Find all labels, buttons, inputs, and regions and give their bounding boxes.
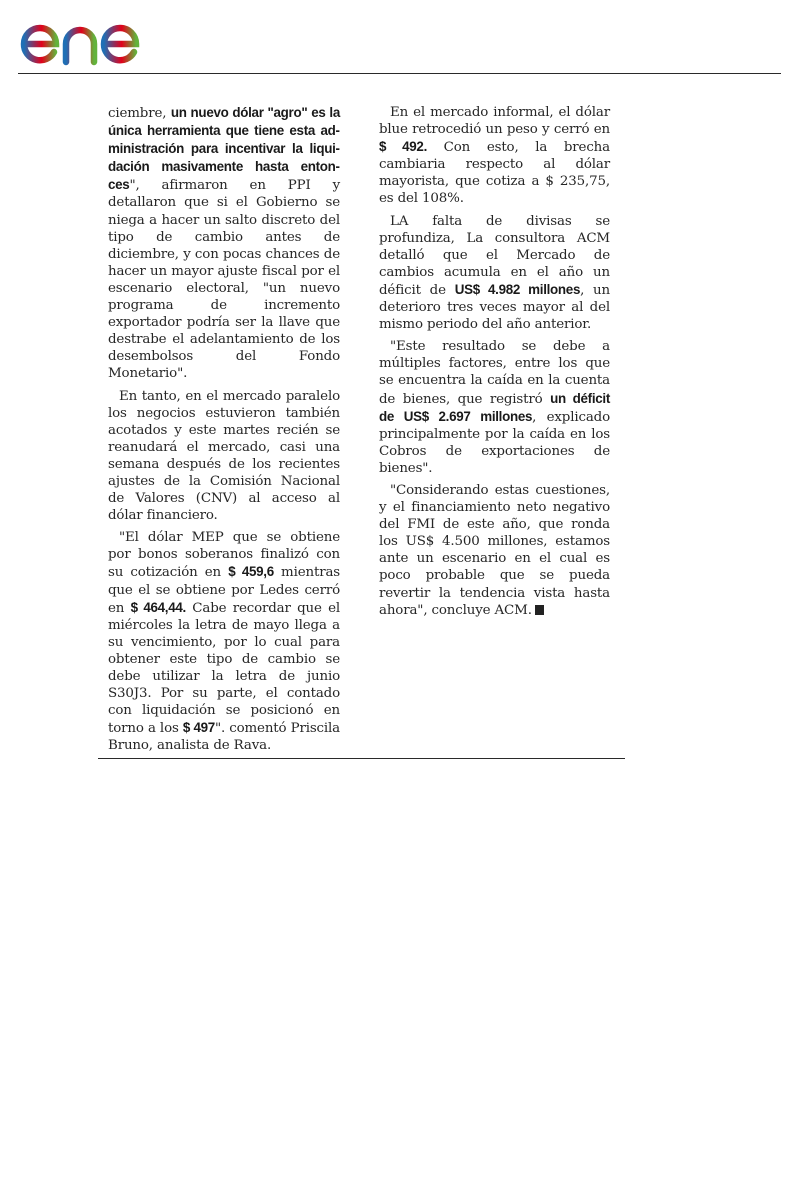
article-paragraph: [108, 529, 340, 754]
article-paragraph: [379, 213, 610, 334]
body-text: ", afirmaron en PPI y detallaron que si el Gobierno se niega a hacer un salto discreto del tipo de cambio antes de diciembre, y con pocas chances de hacer un mayor ajuste fiscal por el escenario electoral, "un nuevo programa de incremento exportador podría ser la llave que destrabe el adelantamiento de los desembolsos del Fondo Monetario".: [108, 178, 340, 382]
highlighted-text: $ 459,6: [228, 564, 274, 580]
body-text: En el mercado informal, el dólar blue retrocedió un peso y cerró en: [379, 105, 610, 138]
article-paragraph: [379, 104, 610, 208]
enel-logo-icon: [18, 4, 183, 68]
highlighted-text: un déficit de US$ 2.697 millones: [379, 390, 610, 424]
body-text: ciembre,: [108, 106, 171, 121]
article-paragraph: [379, 482, 610, 619]
end-of-article-mark: [535, 605, 544, 615]
body-text: En tanto, en el mercado paralelo los negocios estuvieron también acotados y este martes recién se reanudará el mercado, casi una semana después de los recientes ajustes de la Comisión Nacional de Valores (CNV) al acceso al dólar financiero.: [108, 388, 340, 524]
highlighted-text: $ 497: [182, 720, 215, 736]
body-text: , un deterioro tres veces mayor al del mismo periodo del año anterior.: [379, 282, 610, 333]
body-text: "Considerando estas cuestiones, y el financiamiento neto negativo del FMI de este año, que ronda los US$ 4.500 millones, estamos ante un escenario en el cual es poco probable que se pueda revertir la tendencia vista hasta ahora", concluye ACM.: [379, 482, 610, 618]
highlighted-text: $ 492.: [379, 139, 427, 155]
body-text: mientras que el se obtiene por Ledes cerró en: [108, 565, 341, 616]
footer-divider: [98, 758, 625, 759]
highlighted-text: $ 464,44.: [130, 599, 186, 615]
body-text: "Este resultado se debe a múltiples factores, entre los que se encuentra la caída en la cuenta de bienes, que registró: [379, 339, 610, 407]
body-text: , explicado principalmente por la caída en los Cobros de exportaciones de bienes".: [379, 409, 611, 476]
article-paragraph: [379, 338, 610, 477]
article-column-left: [108, 104, 340, 759]
article-column-right: [379, 104, 610, 624]
article-paragraph: [108, 104, 340, 383]
highlighted-text: un nuevo dólar "agro" es la única herramienta que tiene esta administración para incentivar la liquidación masivamente hasta entonces: [108, 105, 340, 193]
body-text: LA falta de divisas se profundiza, La consultora ACM detalló que el Mercado de cambios acumula en el año un déficit de: [379, 213, 610, 298]
body-text: "El dólar MEP que se obtiene por bonos soberanos finalizó con su cotización en: [108, 530, 340, 581]
enel-logo: [18, 4, 183, 68]
body-text: Cabe recordar que el miércoles la letra de mayo llega a su vencimiento, por lo cual para obtener este tipo de cambio se debe utilizar la letra de junio S30J3. Por su parte, el contado con liquidación se posicionó en torno a los: [108, 600, 340, 737]
highlighted-text: US$ 4.982 millones: [454, 281, 581, 297]
body-text: ". comentó Priscila Bruno, analista de Rava.: [108, 721, 341, 754]
article-paragraph: [108, 388, 340, 525]
body-text: Con esto, la brecha cambiaria respecto al dólar mayorista, que cotiza a $ 235,75, es del 108%.: [379, 140, 610, 207]
header-divider: [18, 73, 781, 74]
